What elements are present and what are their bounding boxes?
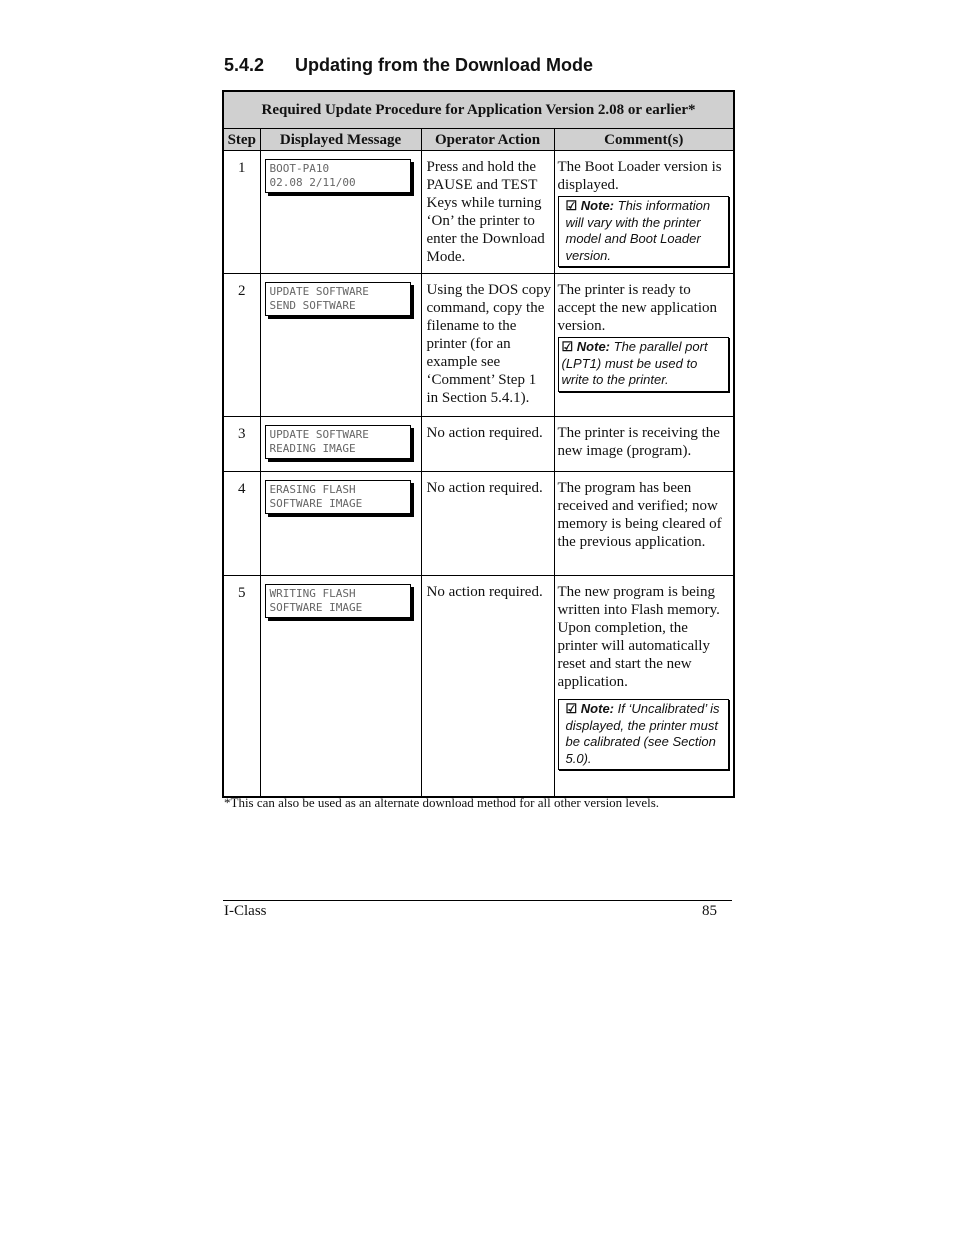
operator-action: No action required.: [421, 417, 554, 472]
lcd-display: [265, 480, 411, 514]
comment-text: The program has been received and verified; now memory is being cleared of the previous application.: [557, 480, 722, 550]
lcd-line-2: SOFTWARE IMAGE: [269, 601, 363, 614]
lcd-line-1: WRITING FLASH: [269, 587, 356, 600]
comment-text: The Boot Loader version is displayed.: [557, 159, 722, 193]
checkbox-icon: ☑: [561, 339, 574, 354]
lcd-line-2: READING IMAGE: [269, 442, 356, 455]
lcd-line-1: BOOT-PA10: [269, 162, 330, 175]
page-number: 85: [702, 903, 717, 919]
note-label: Note:: [576, 339, 610, 354]
step-number: 2: [223, 274, 260, 417]
lcd-display: [265, 159, 411, 193]
checkbox-icon: ☑: [565, 198, 578, 213]
table-row: [223, 151, 734, 274]
note-text: If ‘Uncalibrated’ is displayed, the printer must be calibrated (see Section 5.0).: [565, 701, 720, 766]
header-displayed-message: Displayed Message: [260, 129, 421, 151]
note-label: Note:: [580, 198, 614, 213]
table-row: [223, 417, 734, 472]
header-operator-action: Operator Action: [421, 129, 554, 151]
lcd-line-1: UPDATE SOFTWARE: [269, 285, 369, 298]
lcd-line-2: 02.08 2/11/00: [269, 176, 356, 189]
section-title: Updating from the Download Mode: [295, 55, 593, 75]
note-box: [558, 337, 730, 392]
operator-action: No action required.: [421, 472, 554, 576]
table-row: [223, 576, 734, 797]
step-number: 3: [223, 417, 260, 472]
table-caption: Required Update Procedure for Application Version 2.08 or earlier*: [223, 91, 734, 129]
footer-product-name: I-Class: [224, 903, 267, 919]
comment-text: The printer is ready to accept the new application version.: [557, 282, 718, 334]
lcd-line-1: UPDATE SOFTWARE: [269, 428, 369, 441]
lcd-line-2: SEND SOFTWARE: [269, 299, 356, 312]
note-box: [558, 196, 730, 267]
table-row: [223, 274, 734, 417]
table-footnote: *This can also be used as an alternate download method for all other version levels.: [224, 795, 660, 810]
lcd-display: [265, 425, 411, 459]
step-number: 4: [223, 472, 260, 576]
lcd-display: [265, 282, 411, 316]
section-number: 5.4.2: [224, 55, 265, 75]
operator-action: Using the DOS copy command, copy the filename to the printer (for an example see ‘Comment’ Step 1 in Section 5.4.1).: [421, 274, 554, 417]
lcd-line-2: SOFTWARE IMAGE: [269, 497, 363, 510]
note-text: This information will vary with the printer model and Boot Loader version.: [565, 198, 711, 263]
section-heading: [224, 55, 593, 76]
note-label: Note:: [580, 701, 614, 716]
checkbox-icon: ☑: [565, 701, 578, 716]
note-box: [558, 699, 730, 770]
note-text: The parallel port (LPT1) must be used to write to the printer.: [561, 339, 708, 387]
comment-text: The printer is receiving the new image (program).: [557, 425, 720, 459]
lcd-line-1: ERASING FLASH: [269, 483, 356, 496]
header-comments: Comment(s): [554, 129, 734, 151]
procedure-table: [222, 90, 735, 798]
operator-action: No action required.: [421, 576, 554, 797]
comment-text: The new program is being written into Flash memory. Upon completion, the printer will automatically reset and start the new application.: [557, 584, 720, 690]
operator-action: Press and hold the PAUSE and TEST Keys while turning ‘On’ the printer to enter the Download Mode.: [421, 151, 554, 274]
header-step: Step: [223, 129, 260, 151]
table-row: [223, 472, 734, 576]
step-number: 1: [223, 151, 260, 274]
lcd-display: [265, 584, 411, 618]
footer-divider: [223, 900, 732, 901]
step-number: 5: [223, 576, 260, 797]
